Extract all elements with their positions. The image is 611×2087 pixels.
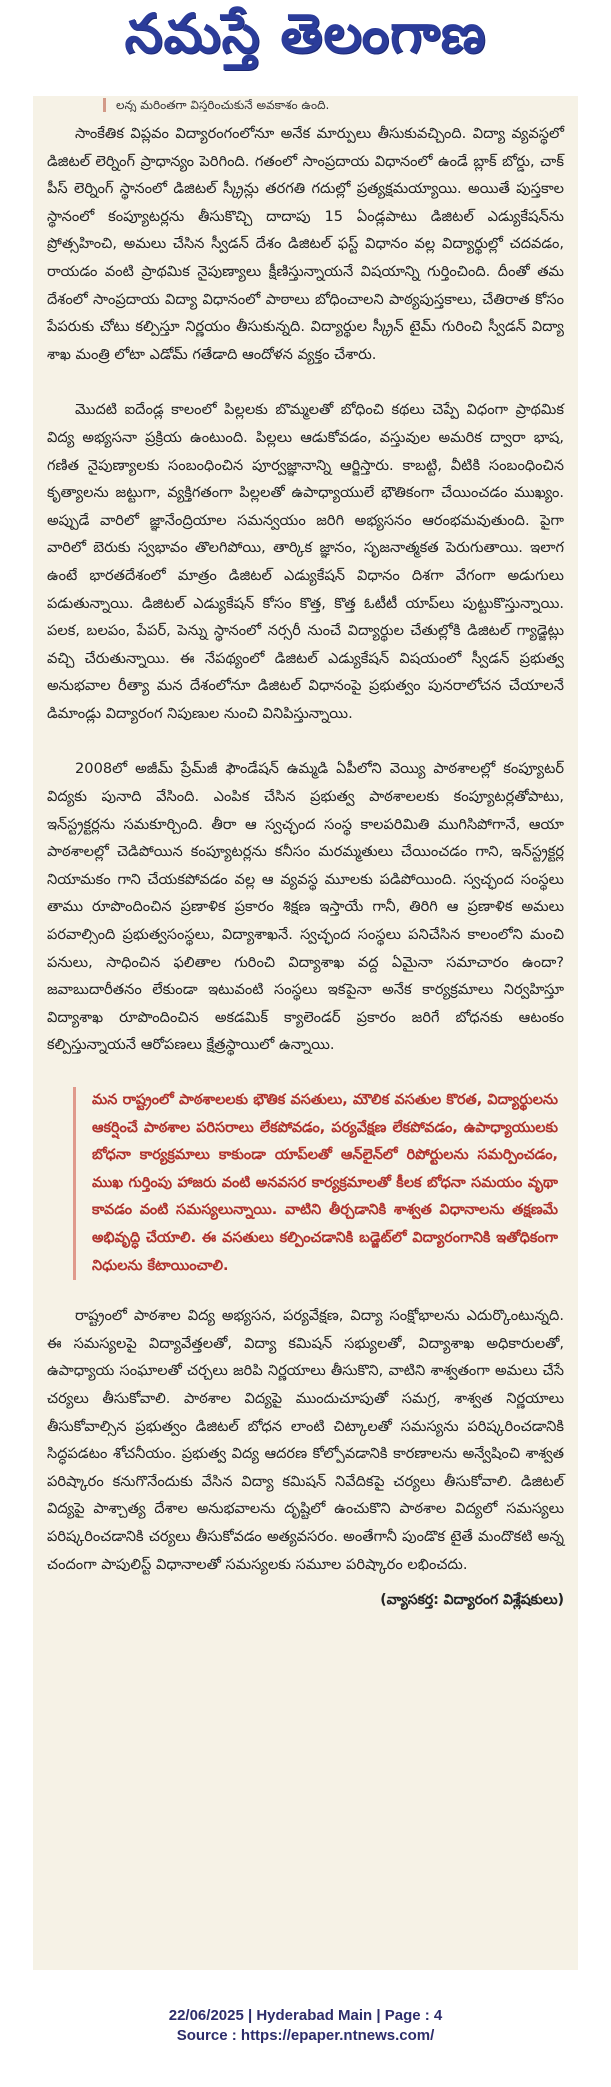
- footer: [0, 2006, 611, 2046]
- byline: (వ్యాసకర్త: విద్యారంగ విశ్లేషకులు): [380, 1592, 564, 1609]
- paragraph-1: సాంకేతిక విప్లవం విద్యారంగంలోనూ అనేక మార్పులు తీసుకువచ్చింది. విద్యా వ్యవస్థలో డిజిటల్ లెర్నింగ్ ప్రాధాన్యం పెరిగింది. గతంలో సాంప్రదాయ విధానంలో ఉండే బ్లాక్ బోర్డు, చాక్ పీస్ లెర్నింగ్ స్థానంలో డిజిటల్ స్క్రీన్లు తరగతి గదుల్లో ప్రత్యక్షమయ్యాయి. అయితే పుస్తకాల స్థానంలో కంప్యూటర్లను తీసుకొచ్చి దాదాపు 15 ఏండ్లపాటు డిజిటల్ ఎడ్యుకేషన్‌ను ప్రోత్సహించి, అమలు చేసిన స్వీడన్ దేశం డిజిటల్ ఫస్ట్ విధానం వల్ల విద్యార్థుల్లో చదవడం, రాయడం వంటి ప్రాథమిక నైపుణ్యాలు క్షీణిస్తున్నాయనే విషయాన్ని గుర్తించింది. దీంతో తమ దేశంలో సాంప్రదాయ విద్యా విధానంలో పాఠాలు బోధించాలని పాఠ్యపుస్తకాలు, చేతిరాత కోసం పేపరుకు చోటు కల్పిస్తూ నిర్ణయం తీసుకున్నది. విద్యార్థుల స్క్రీన్ టైమ్ గురించి స్వీడన్ విద్యా శాఖ మంత్రి లోటా ఎడోమ్ గతేడాది ఆందోళన వ్యక్తం చేశారు.: [47, 125, 564, 363]
- masthead: [0, 0, 611, 80]
- footer-date-edition: 22/06/2025 | Hyderabad Main | Page : 4: [168, 2007, 443, 2024]
- paragraph-3: 2008లో అజీమ్ ప్రేమ్‌జీ ఫౌండేషన్ ఉమ్మడి ఏపీలోని వెయ్యి పాఠశాలల్లో కంప్యూటర్ విద్యకు పునాది వేసింది. ఎంపిక చేసిన ప్రభుత్వ పాఠశాలలకు కంప్యూటర్లతోపాటు, ఇన్‌స్ట్రక్టర్లను సమకూర్చింది. తీరా ఆ స్వచ్ఛంద సంస్థ కాలపరిమితి ముగిసిపోగానే, ఆయా పాఠశాలల్లో చెడిపోయిన కంప్యూటర్లను కనీసం మరమ్మతులు చేయించడం గాని, ఇన్‌స్ట్రక్టర్ల నియామకం గాని చేయకపోవడం వల్ల ఆ వ్యవస్థ మూలకు పడిపోయింది. స్వచ్ఛంద సంస్థలు తాము రూపొందించిన ప్రణాళిక ప్రకారం శిక్షణ ఇస్తాయే గానీ, తిరిగి ఆ ప్రణాళిక అమలు పరవాల్సింది ప్రభుత్వసంస్థలు, విద్యాశాఖనే. స్వచ్ఛంద సంస్థలు పనిచేసిన కాలంలోని మంచి పనులు, సాధించిన ఫలితాల గురించి విద్యాశాఖ వద్ద ఏమైనా సమాచారం ఉందా? జవాబుదారీతనం లేకుండా ఇటువంటి సంస్థలు ఇకపైనా అనేక కార్యక్రమాలు నిర్వహిస్తూ విద్యాశాఖ రూపొందించిన అకడమిక్ క్యాలెండర్ ప్రకారం జరిగే బోధనకు ఆటంకం కల్పిస్తున్నాయనే ఆరోపణలు క్షేత్రస్థాయిలో ఉన్నాయి.: [47, 760, 564, 1054]
- pull-quote-text: మన రాష్ట్రంలో పాఠశాలలకు భౌతిక వసతులు, మౌలిక వసతుల కొరత, విద్యార్థులను ఆకర్షించే పాఠశాల పరిసరాలు లేకపోవడం, పర్యవేక్షణ లేకపోవడం, ఉపాధ్యాయులకు బోధనా కార్యక్రమాలు కాకుండా యాప్‌లతో ఆన్‌లైన్‌లో రిపోర్టులను సమర్పించడం, ముఖ గుర్తింపు హాజరు వంటి అనవసర కార్యక్రమాలతో కీలక బోధనా సమయం వృథా కావడం వంటి సమస్యలున్నాయి. వాటిని తీర్చడానికి శాశ్వత విధానాలను తక్షణమే అభివృద్ధి చేయాలి. ఈ వసతులు కల్పించడానికి బడ్జెట్‌లో విద్యారంగానికి ఇతోధికంగా నిధులను కేటాయించాలి.: [92, 1092, 558, 1274]
- cutoff-line: లన్న మరింతగా విస్తరించుకునే అవకాశం ఉంది.: [103, 98, 564, 112]
- masthead-title: నమస్తే తెలంగాణ: [124, 1, 487, 65]
- pull-quote: [73, 1087, 564, 1280]
- paragraph-2: మొదటి ఐదేండ్ల కాలంలో పిల్లలకు బొమ్మలతో బోధించి కథలు చెప్పే విధంగా ప్రాథమిక విద్య అభ్యసనా ప్రక్రియ ఉంటుంది. పిల్లలు ఆడుకోవడం, వస్తువుల అమరిక ద్వారా భాష, గణిత నైపుణ్యాలకు సంబంధించిన పూర్వజ్ఞానాన్ని ఆర్జిస్తారు. కాబట్టి, వీటికి సంబంధించిన కృత్యాలను జట్టుగా, వ్యక్తిగతంగా పిల్లలతో ఉపాధ్యాయులే భౌతికంగా చేయించడం ముఖ్యం. అప్పుడే వారిలో జ్ఞానేంద్రియాల సమన్వయం జరిగి అభ్యసనం ఆరంభమవుతుంది. పైగా వారిలో బెరుకు స్వభావం తొలగిపోయి, తార్కిక జ్ఞానం, సృజనాత్మకత పెరుగుతాయి. ఇలాగ ఉంటే భారతదేశంలో మాత్రం డిజిటల్ ఎడ్యుకేషన్ విధానం దిశగా వేగంగా అడుగులు పడుతున్నాయి. డిజిటల్ ఎడ్యుకేషన్ కోసం కొత్త, కొత్త ఓటీటీ యాప్‌లు పుట్టుకొస్తున్నాయి. పలక, బలపం, పేపర్, పెన్ను స్థానంలో నర్సరీ నుంచే విద్యార్థుల చేతుల్లోకి డిజిటల్ గ్యాడ్జెట్లు వచ్చి చేరుతున్నాయి. ఈ నేపథ్యంలో డిజిటల్ ఎడ్యుకేషన్ విషయంలో స్వీడన్ ప్రభుత్వ అనుభవాల రీత్యా మన దేశంలోనూ డిజిటల్ విధానంపై ప్రభుత్వం పునరాలోచన చేయాలనే డిమాండ్లు విద్యారంగ నిపుణుల నుంచి వినిపిస్తున్నాయి.: [47, 401, 564, 722]
- footer-source: Source : https://epaper.ntnews.com/: [176, 2027, 435, 2044]
- article-clipping: [33, 96, 578, 1970]
- closing-paragraph: రాష్ట్రంలో పాఠశాల విద్య అభ్యసన, పర్యవేక్షణ, విద్యా సంక్షోభాలను ఎదుర్కొంటున్నది. ఈ సమస్యలపై విద్యావేత్తలతో, విద్యా కమిషన్ సభ్యులతో, విద్యాశాఖ అధికారులతో, ఉపాధ్యాయ సంఘాలతో చర్చలు జరిపి నిర్ణయాలు తీసుకొని, వాటిని శాశ్వతంగా అమలు చేసే చర్యలు తీసుకోవాలి. పాఠశాల విద్యపై ముందుచూపుతో సమగ్ర, శాశ్వత నిర్ణయాలు తీసుకోవాల్సిన ప్రభుత్వం డిజిటల్ బోధన లాంటి చిట్కాలతో సమస్యను పరిష్కరించడానికి సిద్ధపడటం శోచనీయం. ప్రభుత్వ విద్య ఆదరణ కోల్పోవడానికి కారణాలను అన్వేషించి శాశ్వత పరిష్కారం కనుగొనేందుకు వేసిన విద్యా కమిషన్ నివేదికపై చర్యలు తీసుకోవాలి. డిజిటల్ విద్యపై పాశ్చాత్య దేశాల అనుభవాలను దృష్టిలో ఉంచుకొని పాఠశాల విద్యలో సమస్యలు పరిష్కరించడానికి చర్యలు తీసుకోవడం అత్యవసరం. అంతేగానీ పుండొక టైతే మందొకటి అన్న చందంగా పాపులిస్ట్ విధానాలతో సమస్యలకు సమూల పరిష్కారం లభించదు.: [47, 1307, 564, 1573]
